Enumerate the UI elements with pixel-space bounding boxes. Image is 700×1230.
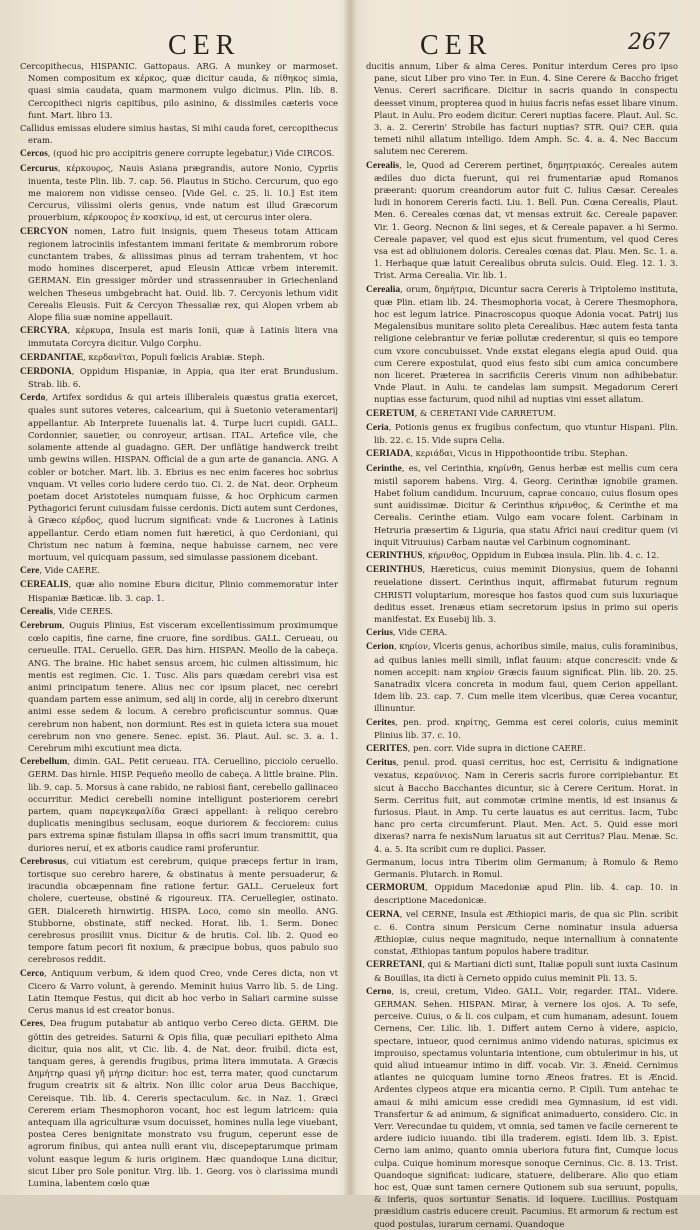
- entry-headword: Cerinthe: [366, 463, 402, 474]
- entry-text: , Oppidum Hispaniæ, in Appia, qua iter erat Brundusium. Strab. lib. 6.: [28, 365, 338, 390]
- dictionary-entry: [366, 716, 678, 741]
- entry-text: , vel CERNE, Insula est Æthiopici maris, de qua sic Plin. scribit c. 6. Contra sinum Persicum Cerne nominatur insula aduersa Æthiopiæ, cuius neque magnitudo, neque internallium à connatente constat, Æthiopas tantum populos habere traditur.: [374, 908, 678, 957]
- dictionary-entry: [366, 563, 678, 625]
- entry-text: , Artifex sordidus & qui arteis illiberaleis quæstus gratia exercet, quales sunt sutores veteres, calcearium, qui à Suetonio veteramentarij appellantur. Ab Interprete Iuuenalis lat. 4. Turpe lucri cupidi. GALL. Cordonnier, sauetier, ou conroyeur, artisan. ITAL. Artefice vile, che solamente attende al guadagno. GER. Der unflätige handwerck treibt umb gewins willen. HISPAN. Official de a gun arte de ganancia. ANG. A cobler or botcher. Mart. lib. 3. Ebrius es nec enim faceres hoc sobrius vnquam. Vt velles corio ludere cerdo tuo. Ci. 2. de Nat. deor. Orpheum poetam docet Aristoteles numquam fuisse, & hoc Orphicum carmen Pythagorici ferunt cuiusdam fuisse cerdonis. Dicti autem sunt Cerdones, à Græco κέρδος, quod lucrum significat: vnde & Lucrones à Latinis appellantur. Cerdo etiam nomen fuit hæretici, à quo Cerdoniani, qui Christum nec natum à fœmina, neque habuisse carnem, nec vere mortuum, vel quicquam passum, sed simulasse passionem dicebant.: [28, 392, 338, 562]
- entry-text: , qui & Martiani dicti sunt, Italiæ populi sunt iuxta Casinum & Bouillas, ita dicti à Cerneto oppido cuius meminit Pli. 13. 5.: [374, 959, 678, 983]
- dictionary-entry: [366, 756, 678, 855]
- entry-headword: Ceres: [20, 1019, 44, 1030]
- dictionary-entry: [366, 447, 678, 460]
- dictionary-entry: [20, 147, 338, 160]
- dictionary-entry: [20, 619, 338, 754]
- entry-text: , le, Quod ad Cererem pertinet, δημητριακός. Cereales autem ædiles duo dicta fuerunt, qui rei frumentariæ apud Romanos præerant: quorum creandorum autor fuit C. Iulius Cæsar. Cereales ludi in honorem Cereris facti. Liu. 1. Bell. Pun. Cœna Cerealis, Plaut. Men. 6. Cereales cœnas dat, vt mensas extruit &c. Cereale papaver. Vir. 1. Georg. Necnon & lini seges, et & Cereale papaver. a hi Sermo. Cereale papaver, vel quod est ejus sicut frumentum, vel quod Ceres vsa est ad obliuionem doloris. Cereales cœnas dat. Plau. Men. Sc. 1. a. 1. Herbaque quæ latuit Cerealibus obruta sulcis. Ouid. Eleg. 12. 1. 3. Trist. Arma Cerealia. Vir. lib. 1.: [374, 159, 678, 281]
- entry-text: nomen, Latro fuit insignis, quem Theseus totam Atticam regionem latrociniis infestantem immani feritate & membrorum robore cunctantem trabes, & aliissimas pinus ad terram trahentem, vt hoc modo homines discerperet, apud Eleusin Atticæ vrbem interemit. GERMAN. Ein gressiger mörder und strassenrauber in Griechenland welchen Theseus umbgebracht hat. Ouid. lib. 7. Cercyonis lethum vidit Cerealis Eleusis. Fuit & Cercyon Thessaliæ rex, qui Alopen vrbem ab Alope filia suæ nomine appellauit.: [28, 225, 338, 323]
- dictionary-entry: [366, 549, 678, 562]
- entry-text: Cercopithecus, HISPANIC. Gattopaus. ARG. A munkey or marmoset. Nomen compositum ex κέρκος, quæ dicitur cauda, & πίθηκος simia, quasi simia caudata, quam marmonem vulgo dicimus. Plin. lib. 8. Cercopitheci nigris capitibus, pilo asinino, & dissimiles cæteris voce funt. Mart. libro 13.: [20, 61, 338, 120]
- entry-text: , κεριάδαι, Vicus in Hippothoontide tribu. Stephan.: [410, 448, 628, 459]
- entry-text: Callidus emissas eludere simius hastas, Si mihi cauda foret, cercopithecus eram.: [20, 123, 338, 146]
- left-column: [20, 60, 338, 1189]
- entry-headword: CERDONIA: [20, 366, 72, 377]
- page-number: 267: [628, 30, 670, 55]
- entry-text: , Dea frugum putabatur ab antiquo verbo Cereo dicta. GERM. Die göttin des getreides. Saturni & Opis filia, quæ peculiari epitheto Alma dicitur, quia nos alit, vt Cic. lib. 4. de Nat. deor. fruibil. dicta est, tanquam geres, à gerendis frugibus, prima litera immutata. A Græcis Δημήτηρ quasi γῆ μήτηρ dicitur: hoc est, terra mater, quod cunctarum frugum creatrix sit & altrix. Non illic color arua Deus Bacchique, Cereisque. Tib. lib. 4. Cereris spectaculum. &c. in Naz. 1. Græci Cererem eriam Thesmophoron vocant, hoc est legum latricem: quia antequam illa agriculturæ vsum docuisset, homines nulla lege viuebant, postea Ceres benignitate monstrato vsu frugum, ceperunt esse de agrorum finibus, qui antea nulli erant viu, discepeptarumque primam volunt easque legum & iuris originem. Hæc quandoque Luna dicitur, sicut Liber pro Sole ponitur. Virg. lib. 1. Georg. vos ò clarissima mundi Lumina, labentem cœlo quæ: [28, 1018, 338, 1189]
- entry-headword: Ceria: [366, 422, 389, 433]
- entry-headword: CERDANITAE: [20, 352, 84, 363]
- dictionary-entry: [366, 283, 678, 406]
- entry-text: , κήρινθος, Oppidum in Eubœa insula. Plin. lib. 4. c. 12.: [422, 549, 660, 560]
- entry-text: , penul. prod. quasi cerritus, hoc est, Cerrisitu & indignatione vexatus, κεραύνιος. Nam in Cereris sacris furore corripiebantur. Et sicut à Baccho Bacchantes dicuntur, sic à Cerere Ceritum. Horat. in Serm. Cerritus fuit, aut commotæ crimine mentis, id est insanus & furiosus. Plaut. in Amp. Tu certe lauatus es aut cerritus. Iacm, Tubc hanc pro certa circumferunt. Plaut. Men. Act. 5. Quid esse mori dixeras? narra fe nexisNum laruatus sit aut Cerritus? Plau. Menæ. Sc. 4. a. 5. Ita scribit cum re duplici. Passer.: [374, 757, 678, 854]
- entry-headword: CERMORUM: [366, 883, 426, 894]
- entry-text: , Potionis genus ex frugibus confectum, quo vtuntur Hispani. Plin. lib. 22. c. 15. Vide supra Celia.: [374, 421, 678, 446]
- entry-text: ducitis annum, Liber & alma Ceres. Ponitur interdum Ceres pro ipso pane, sicut Liber pro vino Ter. in Eun. 4. Sine Cerere & Baccho friget Venus. Cereri sacrificare. Dicitur in sacris quando in conspectu deesset vinum, propterea quod in huius facris nefas esset libare vinum. Plaut. in Aulu. Pro eodem dicitur. Cereri nuptias facere. Plaut. Aul. Sc. 3. a. 2. Cererin' Strobile has facturi nuptias? STR. Qui? CER. quia temeti nihil allatum intelligo. Idem Amph. Sc. 4. a. 4. Nec Baccum salutem nec Cererem.: [366, 61, 678, 157]
- entry-headword: Cerion: [366, 642, 394, 653]
- dictionary-entry: [20, 60, 338, 121]
- entry-headword: Cere: [20, 566, 40, 577]
- entry-text: , κερδανῖται, Populi fœlicis Arabiæ. Steph.: [83, 351, 265, 362]
- entry-text: , orum, δημήτρια, Dicuntur sacra Cereris à Triptolemo instituta, quæ Plin. etiam lib. 24. Thesmophoria vocat, à Cerere Thesmophora, hoc est legum latrice. Pinacroscopus quoque Adonia vocat. Patrij ius Megalensibus munitare solito pleta Cerealibus. Hæc autem festa tanta religione celebrantur ve feriæ pollutæ crederentur, si quis eo tempore cum vxore concubuisset. Vnde exstat elegans elegia apud Ouid. qua cum Cerere expostulat, quod eius festo sibi cum amica concumbere non liceret. Præterea in sacrificiis Cereris vinum non adhibebatur. Vnde Plaut. in Aulu. te candelas lam sumpsit. Megadorum Cereri nuptias esse facturum, quod nihil ad nuptias vini esset allatum.: [374, 283, 678, 405]
- entry-headword: Cerebrum: [20, 620, 63, 631]
- dictionary-entry: [366, 958, 678, 983]
- entry-text: , Antiquum verbum, & idem quod Creo, vnde Ceres dicta, non vt Cicero & Varro volunt, à gerendo. Meminit huius Varro lib. 5. de Ling. Latin Itemque Festus, qui dicit ab hoc verbo in Saliari carmine suisse Cerus manus id est creator bonus.: [28, 967, 338, 1016]
- entry-headword: Cerealis: [20, 606, 54, 617]
- dictionary-entry: [20, 122, 338, 146]
- dictionary-entry: [366, 60, 678, 158]
- right-column: [366, 60, 678, 1229]
- entry-headword: CERCYON: [20, 226, 69, 237]
- dictionary-entry: [20, 1017, 338, 1189]
- dictionary-entry: [20, 755, 338, 854]
- entry-text: , Vide CAERE.: [39, 565, 100, 576]
- dictionary-entry: [20, 855, 338, 966]
- page-gutter: [343, 0, 357, 1195]
- entry-text: , dimin. GAL. Petit cerueau. ITA. Ceruellino, picciolo ceruello. GERM. Das hirnle. HISP. Pequeño meollo de cabeça. A little braine. Plin. lib. 9. cap. 5. Morsus à cane rabido, ne rabiosi fiant, cerebello gallinaceo occurritur. Medici cerebelli nomine intelligunt posteriorem cerebri partem, quam παρεγκεφαλίδα Græci appellant: à reliquo cerebro duplicatis meningibus seclusam, eoque duriorem & fecciorem: cuius pars extrema spinæ fistulam illapsa in offis sacri imum transmittit, qua duriores neruí, et ex atboris caudice rami proferuntur.: [28, 756, 338, 853]
- entry-text: , Ouguis Plinius, Est visceram excellentissimum proximumque cœlo capitis, fine carne, fine cruore, fine sordibus. GALL. Cerueau, ou cerueulle. ITAL. Ceruello. GER. Das hirn. HISPAN. Meollo de la cabeça. ANG. The braine. Hic habet sensus arcem, hic culmen altissimum, hic mentis est regimen. Cic. 1. Tusc. Alis pars quædam cerebri visa est animi principatum tenere. Alius nec cor ipsum placet, nec cerebri quandam partem esse animum, sed alij in corde, alij in cerebro dixerunt animi esse sedem & locum. A cerebro proficiscuntur somnus. Quæ cerebrum non habent, non dormiunt. Res est in quieta ictera sua mouet cerebrum non vno genere. Senec. epist. 36. Plaut. Aul. sc. 3. a. 1. Cerebrum mihi excutiunt mea dicta.: [28, 619, 338, 753]
- entry-text: , & CERETANI Vide CARRETUM.: [414, 407, 557, 418]
- dictionary-entry: [366, 640, 678, 714]
- entry-headword: Cerdo: [20, 393, 46, 404]
- entry-headword: Cerno: [366, 986, 392, 997]
- entry-text: , es, vel Cerinthia, κηρίνθη, Genus herbæ est mellis cum cera mistil saporem habens. Virg. 4. Georg. Cerinthæ ignobile gramen. Habet folium candidum. Incuruum, caprae concauo, cuius flosum opes sunt auidissimæ. Dicitur & Cerinthus κήρινθος, & Cerinthe et ma Cerealis. Cerinthe etiam. Vulgo eam vocare folent. Carbinam in Hetruria præsertim & Liguria, qua statu Africi naui creditur quem (vi inquit Vitruuius) Carbam nautæ vel Carbinum cognominant.: [374, 462, 678, 547]
- entry-text: , κέρκουρος, Nauis Asiana prægrandis, autore Nonio, Cypriis inuenta, teste Plin. lib. 7. cap. 56. Plautus in Sticho. Cercurum, quo ego me maiorem non vidisse censeo. [Vide Gel. c. 25. li. 10.] Est item Cercurus, vilissimi oleris genus, vnde natum est illud Græcorum prouerbium, κέρκουρος ἐν κοσκίνῳ, id est, ut cercurus inter olera.: [28, 162, 338, 223]
- entry-text: , pen. prod. κηρίτης, Gemma est cerei coloris, cuius meminit Plinius lib. 37. c. 10.: [374, 716, 678, 740]
- entry-headword: CERINTHUS: [366, 565, 423, 576]
- entry-headword: Cerebrosus: [20, 856, 67, 867]
- dictionary-entry: [366, 407, 678, 420]
- entry-text: , κέρκυρα, Insula est maris Ionii, quæ à Latinis litera vna immutata Corcyra dicitur. Vulgo Corphu.: [28, 325, 338, 349]
- entry-text: , Vide CERES.: [53, 605, 114, 616]
- entry-headword: CERRETANI: [366, 960, 423, 971]
- entry-headword: Cercurus: [20, 163, 58, 174]
- entry-headword: CERNA: [366, 909, 400, 920]
- dictionary-entry: [366, 742, 678, 755]
- entry-text: , is, creui, cretum, Video. GALL. Voir, regarder. ITAL. Videre. GERMAN. Sehen. HISPAN. Mirar, à vernere los ojos. A. To sefe, perceive. Cuius, o & li. cos culpam, et cum humanam, adesunt. Iouem Cernens, Cer. Lilic. lib. 1. Differt autem Cerno à videre, aspicio, spectare, intueor, quod cernimus animo videndo naturas, spicimus ex improuiso, spectamus voluntaria intentione, cum obtulerimur in his, ut quid aliud intueamur intimo in diff. vocab. Vir. 3. Æneid. Cernimus atlantes ne quicquam lumine torno Æneos fratres. Et is Æncid. Ardentes clypeos atque era micantia cerno. P. Cipili. Tum antehac te amaui & mihi amicum esse credidi mea Gymnasium, id est vidi. Transfertur & ad animum, & significat animaduerto, considero. Cic. in Verr. Verecundae tu quidem, vt omnia, sed tamen ve facile cernerent te ardere iudicio iuuando. tibi illa traderem. egisti. Idem lib. 3. Epist. Cerno iam animo, quanto omnia uberiora futura fint, Cumque locus culpa. Cuique hominum moresque sonoque Cerninus. Cic. 8. 13. Trist. Quandoque significat: iudicare, statuere, deliberare. Alio quo etiam hoc est, Quæ sunt tamen cernere Qutionem sub sua seruunt, populis, & inferis, quos sortuntur Senatis. id loquere. Lucillius. Postquam præsidium castris educere creuit. Pacumius. Et armorum & rectum est quod postulas, iurarum cernami. Quandoque: [374, 985, 678, 1229]
- dictionary-entry: [366, 159, 678, 282]
- entry-text: , κηρίον, Vlceris genus, achoribus simile, maius, culis foraminibus, ad quibus lanies melli simili, inflat fauum: atque concrescit: vnde & nomen accepit: nam κηρίον Græcis fauum significat. Plin. lib. 20. 25. Sanatradix vlcera concreta in modum faui, quem Cerion appellant. Idem lib. 23. cap. 7. Cum melle item vlceribus, quæ Cerea vocantur, illinuntur.: [374, 641, 678, 714]
- dictionary-entry: [20, 578, 338, 603]
- dictionary-entry: [20, 605, 338, 618]
- entry-headword: Cerebellum: [20, 757, 68, 768]
- dictionary-entry: [366, 985, 678, 1230]
- entry-text: , pen. corr. Vide supra in dictione CAERE.: [407, 742, 586, 753]
- entry-headword: CEREALIS: [20, 580, 69, 591]
- entry-headword: CERINTHUS: [366, 550, 423, 561]
- entry-headword: CERIADA: [366, 449, 411, 460]
- running-head-right: CER: [420, 30, 493, 61]
- entry-headword: Cerealia: [366, 284, 401, 295]
- dictionary-entry: [366, 462, 678, 548]
- entry-text: , Vide CERA.: [392, 627, 448, 638]
- dictionary-entry: [366, 856, 678, 880]
- dictionary-entry: [366, 626, 678, 639]
- dictionary-entry: [20, 351, 338, 364]
- entry-text: , quæ alio nomine Ebura dicitur, Plinio commemoratur inter Hispaniæ Bæticæ. lib. 3. cap. 1.: [28, 579, 338, 603]
- dictionary-entry: [366, 881, 678, 906]
- dictionary-entry: [20, 967, 338, 1017]
- dictionary-entry: [20, 324, 338, 349]
- entry-text: , Oppidum Macedoniæ apud Plin. lib. 4. cap. 10. in descriptione Macedonicæ.: [374, 882, 678, 906]
- running-head-left: CER: [168, 30, 241, 61]
- entry-text: , (quod hic pro accipitris genere corrupte legebatur,) Vide CIRCOS.: [47, 148, 335, 159]
- entry-headword: Ceritus: [366, 758, 397, 769]
- entry-text: , Hæreticus, cuius meminit Dionysius, quem de Iohanni reuelatione dissert. Cerinthus inquit, affirmabat futurum regnum CHRISTI voluptarium, moresque hos fastos quod cum suis luxuriaque deditus esset. Irenæus etiam secretorum ipsius in primo sui operis manifestat. Ex Eusebij lib. 3.: [374, 564, 678, 624]
- dictionary-entry: [366, 908, 678, 958]
- entry-headword: CERCYRA: [20, 326, 68, 337]
- entry-text: Germanum, locus intra Tiberim olim Germanum; à Romulo & Remo Germanis. Plutarch. in Romul.: [366, 856, 678, 879]
- entry-headword: CERETUM: [366, 408, 415, 419]
- dictionary-entry: [20, 365, 338, 390]
- entry-headword: Cercos: [20, 149, 48, 160]
- dictionary-entry: [20, 225, 338, 324]
- dictionary-entry: [20, 162, 338, 224]
- entry-headword: CERITES: [366, 743, 408, 754]
- dictionary-entry: [20, 391, 338, 563]
- entry-text: , cui vitiatum est cerebrum, quique præceps fertur in iram, tortisque suo cerebro harere, & obstinatus à mente persuaderur, & iracundia obcæpennam fine ratione fertur. GALL. Cerueleux fort cholere, cuerteuse, obstiné & rigoureux. ITA. Ceruellegier, ostinato. GER. Dialcereth hirnwirtig. HISPA. Loco, como sin meollo. ANG. Stubborne, obstinate, stiff necked. Horat. lib. 1. Serm. Donec cerebrosus prosiliit vnus. Dicitur & de brutis. Col. lib. 2. Quod eo tempore fatum pecori fit noxium, & præcipue bobus, quos pabulo suo cerebrosos reddit.: [28, 855, 338, 965]
- entry-headword: Cerealis: [366, 160, 400, 171]
- entry-headword: Cerco: [20, 968, 45, 979]
- dictionary-entry: [20, 564, 338, 577]
- entry-headword: Cerius: [366, 628, 393, 639]
- dictionary-entry: [366, 421, 678, 446]
- entry-headword: Cerites: [366, 717, 396, 728]
